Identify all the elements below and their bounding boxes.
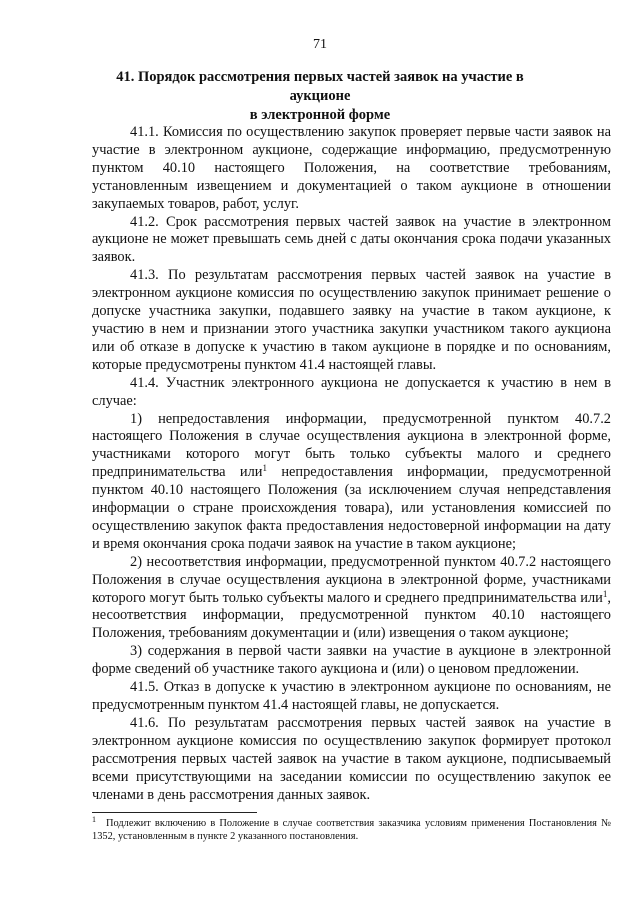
list-item-3: 3) содержания в первой части заявки на участие в аукционе в электронной форме сведений об участнике такого аукциона и (или) о ценовом предложении. bbox=[92, 643, 611, 678]
paragraph-41-6: 41.6. По результатам рассмотрения первых частей заявок на участие в электронном аукционе комиссия по осуществлению закупок формирует протокол рассмотрения первых частей заявок на участие в таком аукционе, подписываемый всеми присутствующими на заседании комиссии по осуществлению закупок ее членами в день рассмотрения данных заявок. bbox=[92, 714, 611, 803]
list-item-1-text-start: 1) непредоставления информации, предусмотренной пунктом 40.7.2 настоящего Положения в случае осуществления аукциона в электронной форме, участниками которого могут быть только субъекты малого и среднего предпринимательства или bbox=[92, 410, 611, 481]
paragraph-41-5: 41.5. Отказ в допуске к участию в электронном аукционе по основаниям, не предусмотренным пунктом 41.4 настоящей главы, не допускается. bbox=[92, 679, 611, 713]
footnote-reference: 1 bbox=[602, 588, 608, 599]
list-item-2 bbox=[92, 554, 611, 644]
section-title-line-1: 41. Порядок рассмотрения первых частей заявок на участие в аукционе bbox=[116, 69, 524, 104]
footnote bbox=[92, 817, 611, 843]
footnote-text: Подлежит включению в Положение в случае соответствия заказчика условиям применения Постановления № 1352, установленным в пункте 2 указанного постановления. bbox=[92, 818, 611, 842]
paragraph-41-4: 41.4. Участник электронного аукциона не допускается к участию в нем в случае: bbox=[92, 374, 611, 409]
footnote-marker: 1 bbox=[92, 815, 96, 824]
list-item-1-text-end: непредоставления информации, предусмотренной пунктом 40.10 настоящего Положения (за исключением случая непредставления информации о стране происхождения товара), или установления комиссией по осуществлению закупок факта предоставления недостоверной информации на дату и время окончания срока подачи заявок на участие в таком аукционе; bbox=[92, 464, 611, 552]
section-title bbox=[92, 68, 548, 125]
paragraph-41-2: 41.2. Срок рассмотрения первых частей заявок на участие в электронном аукционе не может превышать семь дней с даты окончания срока подачи указанных заявок. bbox=[92, 213, 611, 266]
paragraph-41-3: 41.3. По результатам рассмотрения первых частей заявок на участие в электронном аукционе комиссия по осуществлению закупок принимает решение о допуске участника закупки, подавшего заявку на участие в таком аукционе, к участию в нем и признании этого участника закупки участником такого аукциона или об отказе в допуске к участию в таком аукционе в порядке и по основаниям, которые предусмотрены пунктом 41.4 настоящей главы. bbox=[92, 267, 611, 373]
footnote-separator bbox=[92, 812, 257, 813]
page-number: 71 bbox=[313, 37, 327, 52]
list-item-2-text-start: 2) несоответствия информации, предусмотренной пунктом 40.7.2 настоящего Положения в случае осуществления аукциона в электронной форме, участниками которого могут быть только субъекты малого и среднего предпринимательства или bbox=[92, 553, 611, 606]
section-title-line-2: в электронной форме bbox=[249, 107, 391, 123]
footnote-reference: 1 bbox=[262, 463, 267, 474]
list-item-2-text-end: , несоответствия информации, предусмотренной пунктом 40.10 настоящего Положения, требованиям документации и (или) извещения о таком аукционе; bbox=[92, 589, 611, 642]
paragraph-41-1: 41.1. Комиссия по осуществлению закупок проверяет первые части заявок на участие в электронном аукционе, содержащие информацию, предусмотренную пунктом 40.10 настоящего Положения, на соответствие требованиям, установленным извещением и документацией о таком аукционе в отношении закупаемых товаров, работ, услуг. bbox=[92, 124, 611, 212]
list-item-1 bbox=[92, 411, 611, 554]
section-body bbox=[92, 124, 611, 804]
